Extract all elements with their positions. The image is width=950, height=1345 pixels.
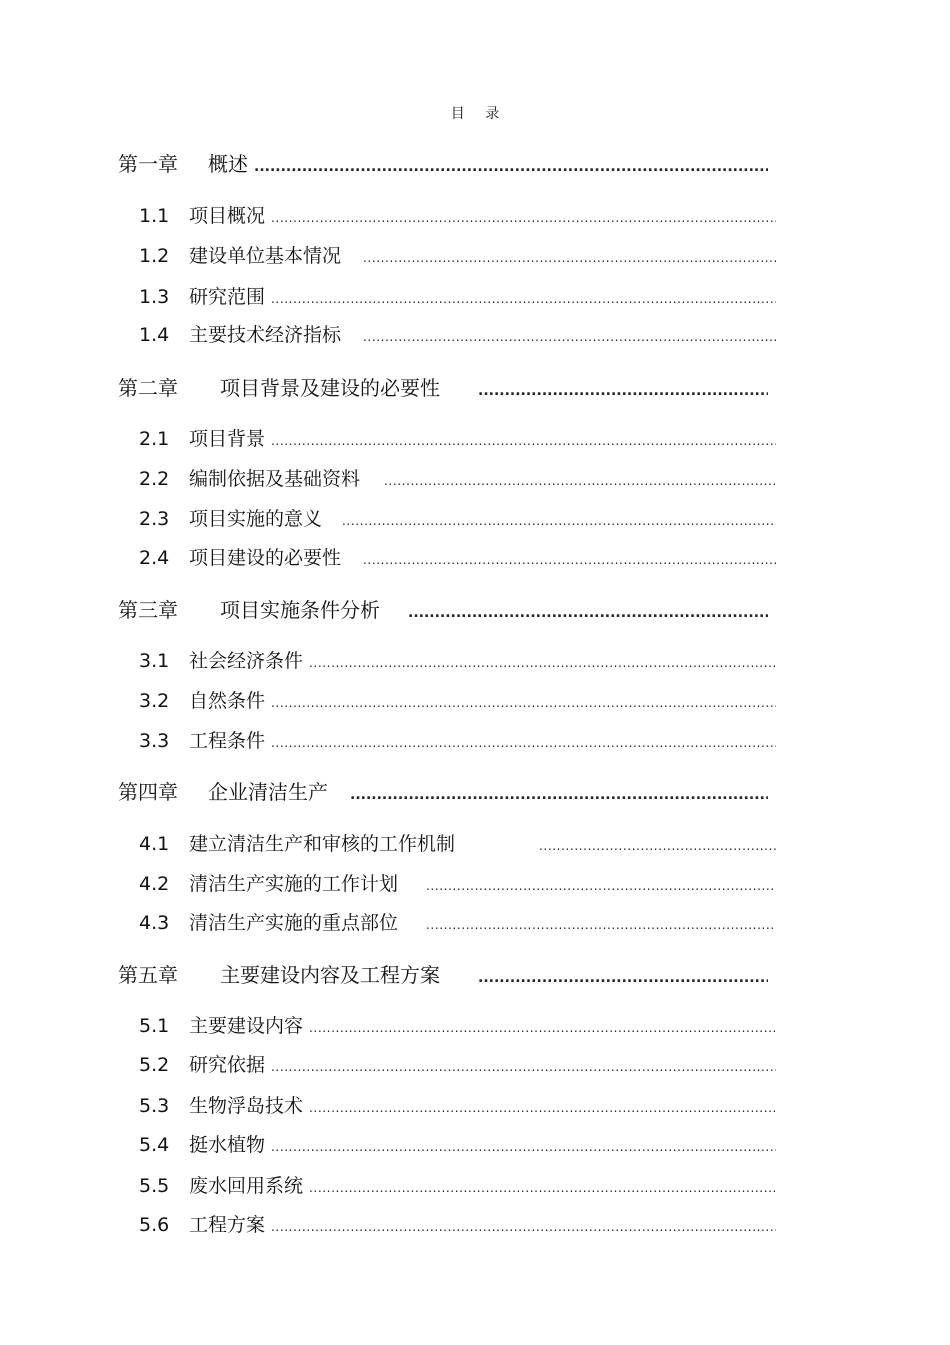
section-title: 研究依据 <box>189 1054 266 1076</box>
section-title: 主要建设内容 <box>189 1015 304 1037</box>
toc-section-entry[interactable] <box>139 464 776 492</box>
chapter-number: 第二章 <box>118 376 178 400</box>
chapter-number: 第四章 <box>118 780 178 804</box>
toc-section-entry[interactable] <box>139 1091 776 1119</box>
dot-leader <box>478 383 768 399</box>
toc-section-entry[interactable] <box>139 829 776 857</box>
section-number: 4.1 <box>139 833 170 855</box>
chapter-number: 第三章 <box>118 598 178 622</box>
section-number: 5.6 <box>139 1214 170 1236</box>
section-number: 3.3 <box>139 730 170 752</box>
toc-chapter-entry[interactable] <box>118 594 768 622</box>
section-number: 1.4 <box>139 324 170 346</box>
section-title: 建设单位基本情况 <box>189 245 342 267</box>
toc-section-entry[interactable] <box>139 1171 776 1199</box>
section-number: 3.1 <box>139 650 170 672</box>
section-title: 清洁生产实施的工作计划 <box>189 873 399 895</box>
dot-leader <box>426 879 776 893</box>
chapter-title: 主要建设内容及工程方案 <box>220 963 440 987</box>
section-number: 5.4 <box>139 1134 170 1156</box>
dot-leader <box>384 474 776 488</box>
toc-section-entry[interactable] <box>139 543 776 571</box>
toc-chapter-entry[interactable] <box>118 776 768 804</box>
toc-section-entry[interactable] <box>139 1210 776 1238</box>
section-title: 项目背景 <box>189 428 266 450</box>
dot-leader <box>309 1181 776 1195</box>
section-title: 项目实施的意义 <box>189 508 323 530</box>
section-number: 5.2 <box>139 1054 170 1076</box>
toc-section-entry[interactable] <box>139 869 776 897</box>
dot-leader <box>271 434 776 448</box>
chapter-title: 项目实施条件分析 <box>220 598 380 622</box>
section-title: 工程条件 <box>189 730 266 752</box>
section-title: 自然条件 <box>189 690 266 712</box>
dot-leader <box>271 211 776 225</box>
section-title: 生物浮岛技术 <box>189 1095 304 1117</box>
section-number: 2.1 <box>139 428 170 450</box>
section-number: 4.3 <box>139 912 170 934</box>
dot-leader <box>271 736 776 750</box>
toc-chapter-entry[interactable] <box>118 148 768 176</box>
dot-leader <box>271 292 776 306</box>
toc-section-entry[interactable] <box>139 241 776 269</box>
dot-leader <box>363 251 776 265</box>
section-title: 工程方案 <box>189 1214 266 1236</box>
dot-leader <box>363 330 776 344</box>
page-title: 目 录 <box>450 106 508 122</box>
dot-leader <box>342 514 776 528</box>
section-number: 2.3 <box>139 508 170 530</box>
section-number: 2.2 <box>139 468 170 490</box>
section-title: 项目建设的必要性 <box>189 547 342 569</box>
toc-section-entry[interactable] <box>139 726 776 754</box>
dot-leader <box>271 696 776 710</box>
dot-leader <box>539 839 776 853</box>
toc-section-entry[interactable] <box>139 201 776 229</box>
toc-section-entry[interactable] <box>139 424 776 452</box>
toc-chapter-entry[interactable] <box>118 372 768 400</box>
dot-leader <box>271 1140 776 1154</box>
chapter-number: 第一章 <box>118 152 178 176</box>
toc-section-entry[interactable] <box>139 908 776 936</box>
toc-section-entry[interactable] <box>139 1011 776 1039</box>
chapter-number: 第五章 <box>118 963 178 987</box>
toc-section-entry[interactable] <box>139 320 776 348</box>
dot-leader <box>309 1101 776 1115</box>
dot-leader <box>426 918 776 932</box>
dot-leader <box>271 1060 776 1074</box>
section-title: 废水回用系统 <box>189 1175 304 1197</box>
chapter-title: 项目背景及建设的必要性 <box>220 376 440 400</box>
section-title: 研究范围 <box>189 286 266 308</box>
section-title: 编制依据及基础资料 <box>189 468 361 490</box>
section-number: 1.3 <box>139 286 170 308</box>
dot-leader <box>309 1021 776 1035</box>
toc-section-entry[interactable] <box>139 686 776 714</box>
dot-leader <box>363 553 776 567</box>
section-title: 建立清洁生产和审核的工作机制 <box>189 833 456 855</box>
toc-section-entry[interactable] <box>139 1130 776 1158</box>
dot-leader <box>254 159 768 175</box>
dot-leader <box>271 1220 776 1234</box>
dot-leader <box>309 656 776 670</box>
section-title: 社会经济条件 <box>189 650 304 672</box>
toc-chapter-entry[interactable] <box>118 959 768 987</box>
section-number: 1.1 <box>139 205 170 227</box>
section-number: 1.2 <box>139 245 170 267</box>
section-title: 项目概况 <box>189 205 266 227</box>
section-number: 5.3 <box>139 1095 170 1117</box>
dot-leader <box>478 970 768 986</box>
section-title: 清洁生产实施的重点部位 <box>189 912 399 934</box>
toc-section-entry[interactable] <box>139 504 776 532</box>
toc-section-entry[interactable] <box>139 646 776 674</box>
section-number: 5.5 <box>139 1175 170 1197</box>
dot-leader <box>350 787 768 803</box>
section-title: 挺水植物 <box>189 1134 266 1156</box>
section-title: 主要技术经济指标 <box>189 324 342 346</box>
toc-section-entry[interactable] <box>139 282 776 310</box>
toc-section-entry[interactable] <box>139 1050 776 1078</box>
section-number: 2.4 <box>139 547 170 569</box>
chapter-title: 概述 <box>208 152 248 176</box>
chapter-title: 企业清洁生产 <box>208 780 328 804</box>
section-number: 4.2 <box>139 873 170 895</box>
dot-leader <box>408 605 768 621</box>
section-number: 5.1 <box>139 1015 170 1037</box>
section-number: 3.2 <box>139 690 170 712</box>
